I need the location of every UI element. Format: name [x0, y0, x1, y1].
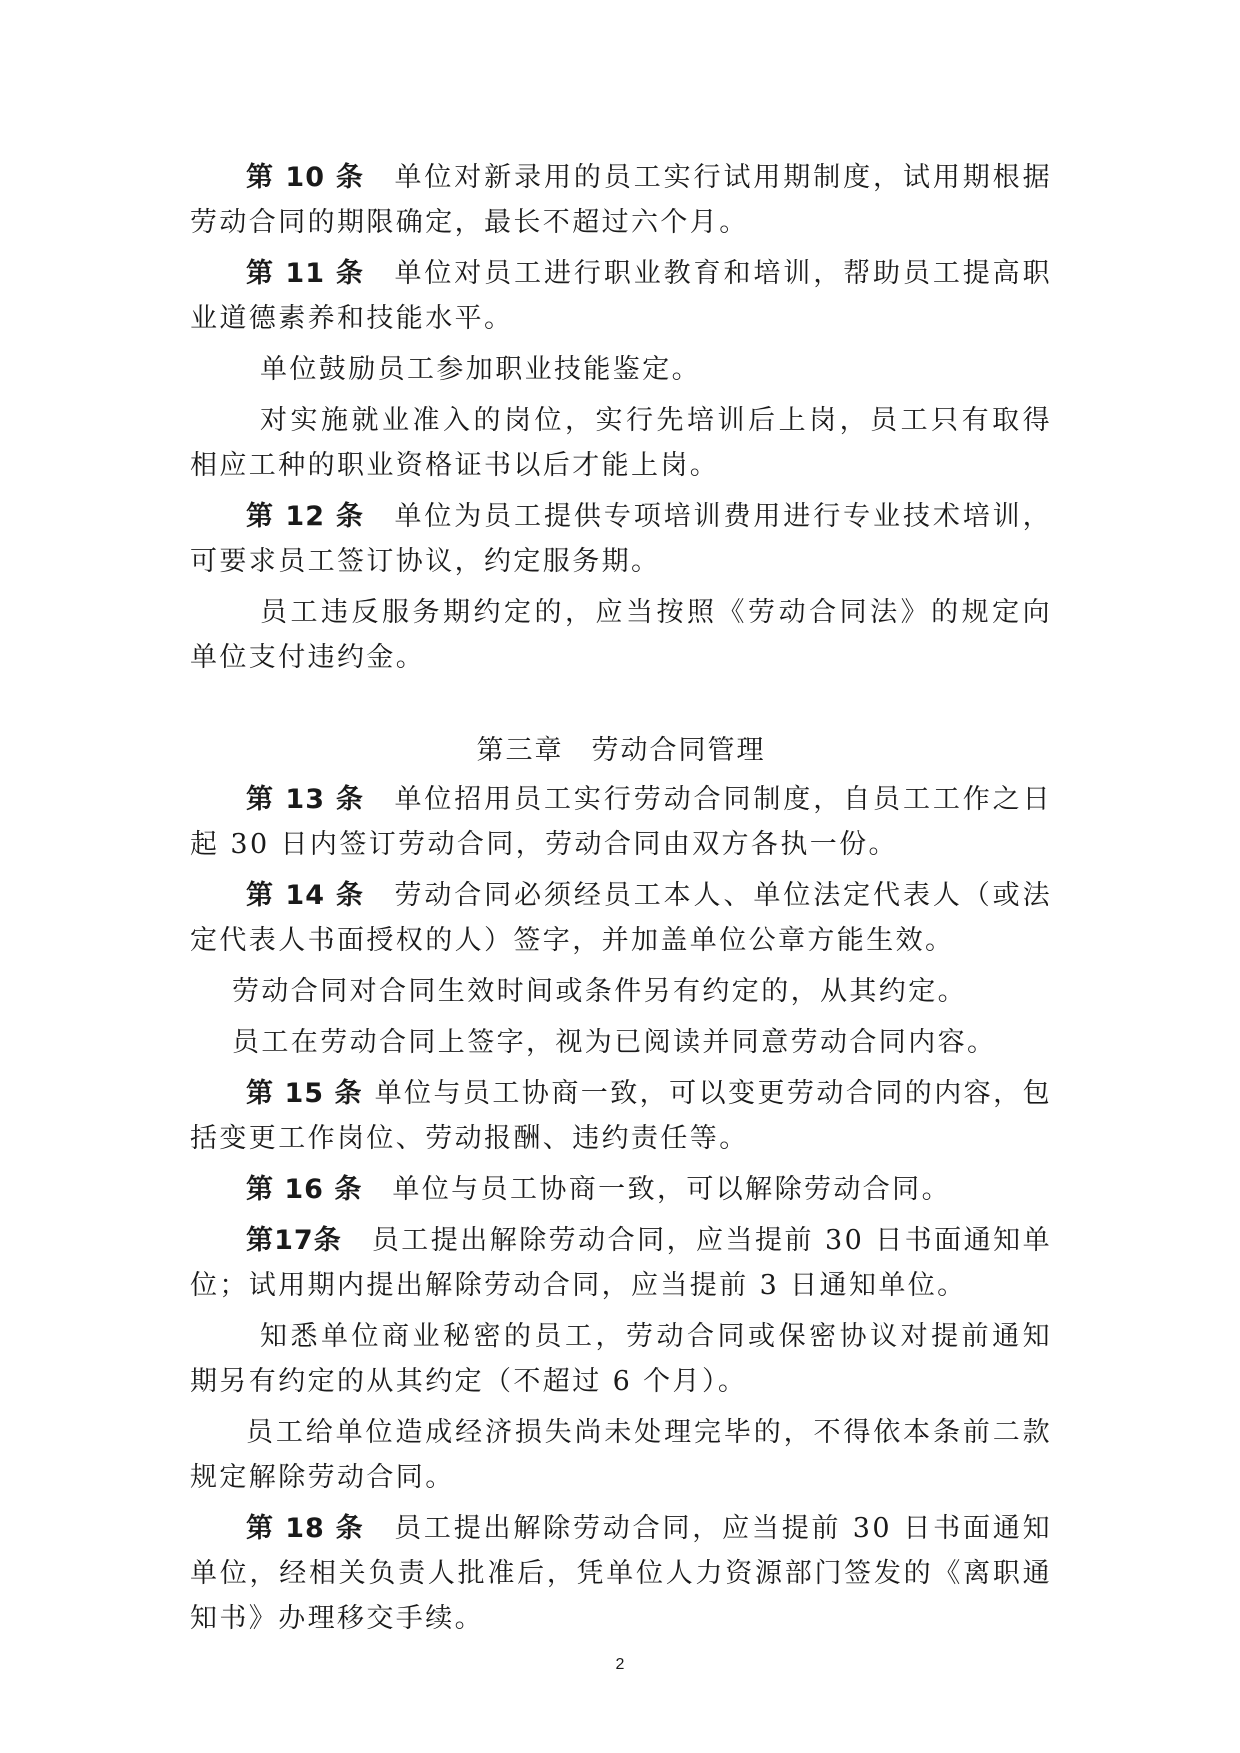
article-number: 第 18 条	[246, 1513, 365, 1544]
paragraph: 员工违反服务期约定的，应当按照《劳动合同法》的规定向单位支付违约金。	[190, 597, 1052, 673]
article-18	[190, 1506, 1052, 1641]
paragraph: 劳动合同对合同生效时间或条件另有约定的，从其约定。	[232, 976, 967, 1007]
document-body	[190, 155, 1052, 1647]
article-10	[190, 155, 1052, 245]
page-number: 2	[615, 1656, 625, 1673]
article-text: 单位对新录用的员工实行试用期制度，试用期根据劳动合同的期限确定，最长不超过六个月。	[190, 162, 1052, 238]
paragraph: 单位鼓励员工参加职业技能鉴定。	[260, 354, 701, 385]
paragraph: 员工在劳动合同上签字，视为已阅读并同意劳动合同内容。	[232, 1027, 997, 1058]
article-text: 劳动合同必须经员工本人、单位法定代表人（或法定代表人书面授权的人）签字，并加盖单位公章方能生效。	[190, 880, 1052, 956]
chapter-number: 第三章	[476, 735, 564, 766]
article-number: 第17条	[246, 1225, 342, 1256]
paragraph: 知悉单位商业秘密的员工，劳动合同或保密协议对提前通知期另有约定的从其约定（不超过 6 个月）。	[190, 1321, 1052, 1397]
chapter-title: 劳动合同管理	[591, 735, 766, 766]
paragraph: 对实施就业准入的岗位，实行先培训后上岗，员工只有取得相应工种的职业资格证书以后才能上岗。	[190, 405, 1052, 481]
article-11	[190, 251, 1052, 341]
article-text: 单位与员工协商一致，可以变更劳动合同的内容，包括变更工作岗位、劳动报酬、违约责任等。	[190, 1078, 1052, 1154]
article-17	[190, 1218, 1052, 1308]
article-number: 第 16 条	[246, 1174, 363, 1205]
paragraph: 员工给单位造成经济损失尚未处理完毕的，不得依本条前二款规定解除劳动合同。	[190, 1417, 1052, 1493]
article-text: 单位与员工协商一致，可以解除劳动合同。	[392, 1174, 951, 1205]
article-number: 第 10 条	[246, 162, 365, 193]
article-number: 第 11 条	[246, 258, 365, 289]
article-14	[190, 873, 1052, 963]
article-text: 单位对员工进行职业教育和培训，帮助员工提高职业道德素养和技能水平。	[190, 258, 1052, 334]
article-text: 单位为员工提供专项培训费用进行专业技术培训，可要求员工签订协议，约定服务期。	[190, 501, 1052, 577]
article-text: 员工提出解除劳动合同，应当提前 30 日书面通知单位；试用期内提出解除劳动合同，应当提前 3 日通知单位。	[190, 1225, 1052, 1301]
chapter-heading	[190, 728, 1052, 773]
article-text: 员工提出解除劳动合同，应当提前 30 日书面通知单位，经相关负责人批准后，凭单位人力资源部门签发的《离职通知书》办理移交手续。	[190, 1513, 1053, 1634]
article-12	[190, 494, 1052, 584]
article-16	[190, 1167, 1052, 1212]
article-number: 第 15 条	[246, 1078, 363, 1109]
article-13	[190, 777, 1052, 867]
article-text: 单位招用员工实行劳动合同制度，自员工工作之日起 30 日内签订劳动合同，劳动合同由双方各执一份。	[190, 784, 1052, 860]
article-number: 第 13 条	[246, 784, 365, 815]
article-number: 第 14 条	[246, 880, 365, 911]
article-number: 第 12 条	[246, 501, 365, 532]
article-15	[190, 1071, 1052, 1161]
